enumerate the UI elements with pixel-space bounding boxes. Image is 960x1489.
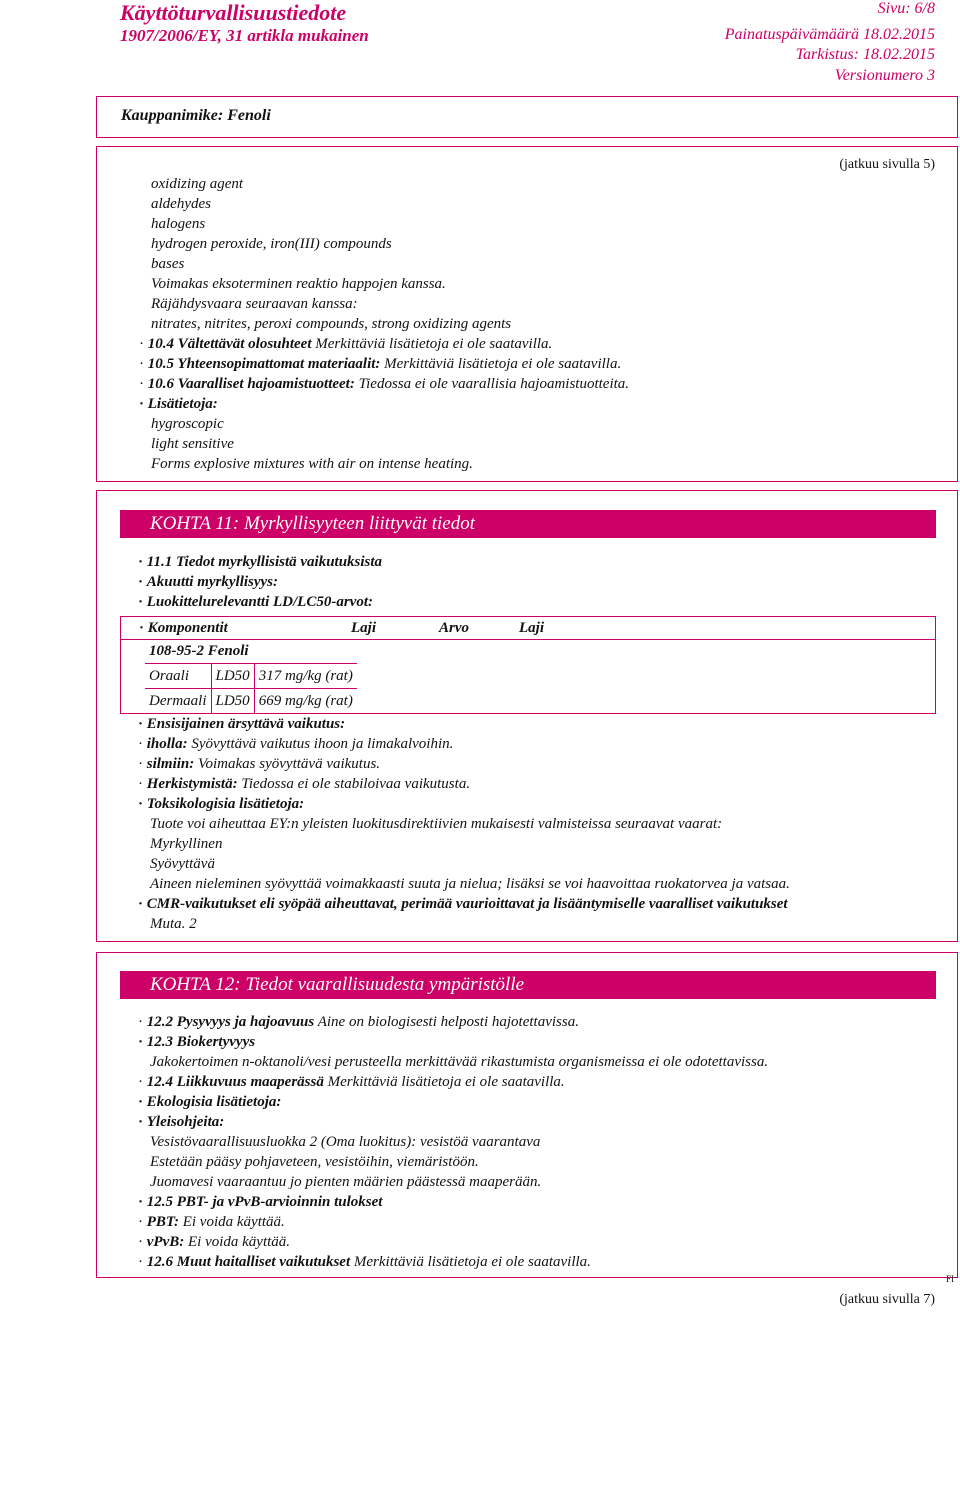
item-10-5: · 10.5 Yhteensopimattomat materiaalit: Merkittäviä lisätietoja ei ole saatavilla. <box>139 356 622 372</box>
text-line: hygroscopic <box>151 416 224 432</box>
section12-banner: KOHTA 12: Tiedot vaarallisuudesta ympäristölle <box>120 971 936 999</box>
language-code: FI <box>945 1274 954 1284</box>
item-12-6: · 12.6 Muut haitalliset vaikutukset Merkittäviä lisätietoja ei ole saatavilla. <box>138 1254 591 1270</box>
section10-box <box>96 146 958 482</box>
sensitization: · Herkistymistä: Tiedossa ei ole stabiloivaa vaikutusta. <box>138 776 471 792</box>
item-label: 10.4 Vältettävät olosuhteet <box>147 336 312 352</box>
item-11-1: · 11.1 Tiedot myrkyllisistä vaikutuksista <box>138 554 383 570</box>
table-row <box>145 664 357 689</box>
table-header: · Komponentit <box>139 620 228 636</box>
continued-from: (jatkuu sivulla 5) <box>839 157 935 172</box>
text-line: Forms explosive mixtures with air on intense heating. <box>151 456 473 472</box>
document-subtitle: 1907/2006/EY, 31 artikla mukainen <box>120 26 369 45</box>
trade-name: Kauppanimike: Fenoli <box>121 107 271 124</box>
component-name: 108-95-2 Fenoli <box>149 643 249 659</box>
section12-content <box>138 1012 768 1272</box>
route-cell: Dermaali <box>145 689 211 714</box>
value-cell: 669 mg/kg (rat) <box>254 689 357 714</box>
table-header: Laji <box>351 620 376 636</box>
text-line: hydrogen peroxide, iron(III) compounds <box>151 236 392 252</box>
document-title: Käyttöturvallisuustiedote <box>120 0 347 25</box>
cmr-label: · CMR-vaikutukset eli syöpää aiheuttavat, perimää vaurioittavat ja lisääntymiselle vaaralliset vaikutukset <box>138 896 788 912</box>
text-line: Vesistövaarallisuusluokka 2 (Oma luokitus): vesistöä vaarantava <box>150 1134 541 1150</box>
item-12-3: · 12.3 Biokertyvyys <box>138 1034 256 1050</box>
toxicity-table <box>120 616 936 714</box>
tox-info-label: · Toksikologisia lisätietoja: <box>138 796 305 812</box>
cmr-value: Muta. 2 <box>150 916 197 932</box>
text-line: Myrkyllinen <box>150 836 223 852</box>
text-line: nitrates, nitrites, peroxi compounds, strong oxidizing agents <box>151 316 512 332</box>
item-12-2: · 12.2 Pysyvyys ja hajoavuus Aine on biologisesti helposti hajotettavissa. <box>138 1014 579 1030</box>
eco-info-label: · Ekologisia lisätietoja: <box>138 1094 282 1110</box>
revision-date: Tarkistus: 18.02.2015 <box>795 46 935 63</box>
general-notes-label: · Yleisohjeita: <box>138 1114 225 1130</box>
section10-content <box>139 174 630 474</box>
vpvb: · vPvB: Ei voida käyttää. <box>138 1234 291 1250</box>
text-line: Aineen nieleminen syövyttää voimakkaasti suuta ja nielua; lisäksi se voi haavoittaa ruokatorvea ja vatsaa. <box>150 876 790 892</box>
text-line: Voimakas eksoterminen reaktio happojen kanssa. <box>151 276 446 292</box>
item-text: Merkittäviä lisätietoja ei ole saatavilla. <box>384 356 622 372</box>
toxicity-values <box>145 663 357 713</box>
table-header: Arvo <box>439 620 469 636</box>
text-line: aldehydes <box>151 196 211 212</box>
section11-content <box>138 552 382 612</box>
type-cell: LD50 <box>211 689 254 714</box>
text-line: oxidizing agent <box>151 176 244 192</box>
text-line: Syövyttävä <box>150 856 215 872</box>
skin-effect: · iholla: Syövyttävä vaikutus ihoon ja limakalvoihin. <box>138 736 454 752</box>
item-label: 10.5 Yhteensopimattomat materiaalit: <box>147 356 381 372</box>
table-row <box>145 689 357 714</box>
text-line: halogens <box>151 216 206 232</box>
item-10-6: · 10.6 Vaaralliset hajoamistuotteet: Tiedossa ei ole vaarallisia hajoamistuotteita. <box>139 376 630 392</box>
text-line: bases <box>151 256 185 272</box>
type-cell: LD50 <box>211 664 254 689</box>
text-line: Estetään pääsy pohjaveteen, vesistöihin, viemäristöön. <box>150 1154 479 1170</box>
text-line: Jakokertoimen n-oktanoli/vesi perusteella merkittävää rikastumista organismeissa ei ole odotettavissa. <box>150 1054 769 1070</box>
eye-effect: · silmiin: Voimakas syövyttävä vaikutus. <box>138 756 381 772</box>
version-number: Versionumero 3 <box>834 67 935 84</box>
pbt: · PBT: Ei voida käyttää. <box>138 1214 285 1230</box>
item-label: 10.6 Vaaralliset hajoamistuotteet: <box>147 376 355 392</box>
value-cell: 317 mg/kg (rat) <box>254 664 357 689</box>
item-text: Tiedossa ei ole vaarallisia hajoamistuotteita. <box>358 376 630 392</box>
item-12-4: · 12.4 Liikkuvuus maaperässä Merkittäviä lisätietoja ei ole saatavilla. <box>138 1074 565 1090</box>
print-date: Painatuspäivämäärä 18.02.2015 <box>724 26 935 43</box>
page-number: Sivu: 6/8 <box>877 0 935 17</box>
section11-banner: KOHTA 11: Myrkyllisyyteen liittyvät tiedot <box>120 510 936 538</box>
section11-effects <box>138 714 790 934</box>
table-header-row <box>121 617 935 640</box>
primary-irritant-label: · Ensisijainen ärsyttävä vaikutus: <box>138 716 346 732</box>
item-12-5: · 12.5 PBT- ja vPvB-arvioinnin tulokset <box>138 1194 383 1210</box>
table-header: Laji <box>519 620 544 636</box>
route-cell: Oraali <box>145 664 211 689</box>
item-10-4: · 10.4 Vältettävät olosuhteet Merkittäviä lisätietoja ei ole saatavilla. <box>139 336 553 352</box>
item-text: Merkittäviä lisätietoja ei ole saatavilla. <box>315 336 553 352</box>
extra-label: · Lisätietoja: <box>139 396 218 412</box>
continued-to: (jatkuu sivulla 7) <box>839 1292 935 1307</box>
text-line: light sensitive <box>151 436 234 452</box>
text-line: Juomavesi vaaraantuu jo pienten määrien päästessä maaperään. <box>150 1174 542 1190</box>
text-line: Räjähdysvaara seuraavan kanssa: <box>151 296 358 312</box>
ld-label: · Luokittelurelevantti LD/LC50-arvot: <box>138 594 373 610</box>
text-line: Tuote voi aiheuttaa EY:n yleisten luokitusdirektiivien mukaisesti valmisteissa seuraavat vaarat: <box>150 816 723 832</box>
trade-name-box <box>96 96 958 138</box>
acute-toxicity-label: · Akuutti myrkyllisyys: <box>138 574 279 590</box>
